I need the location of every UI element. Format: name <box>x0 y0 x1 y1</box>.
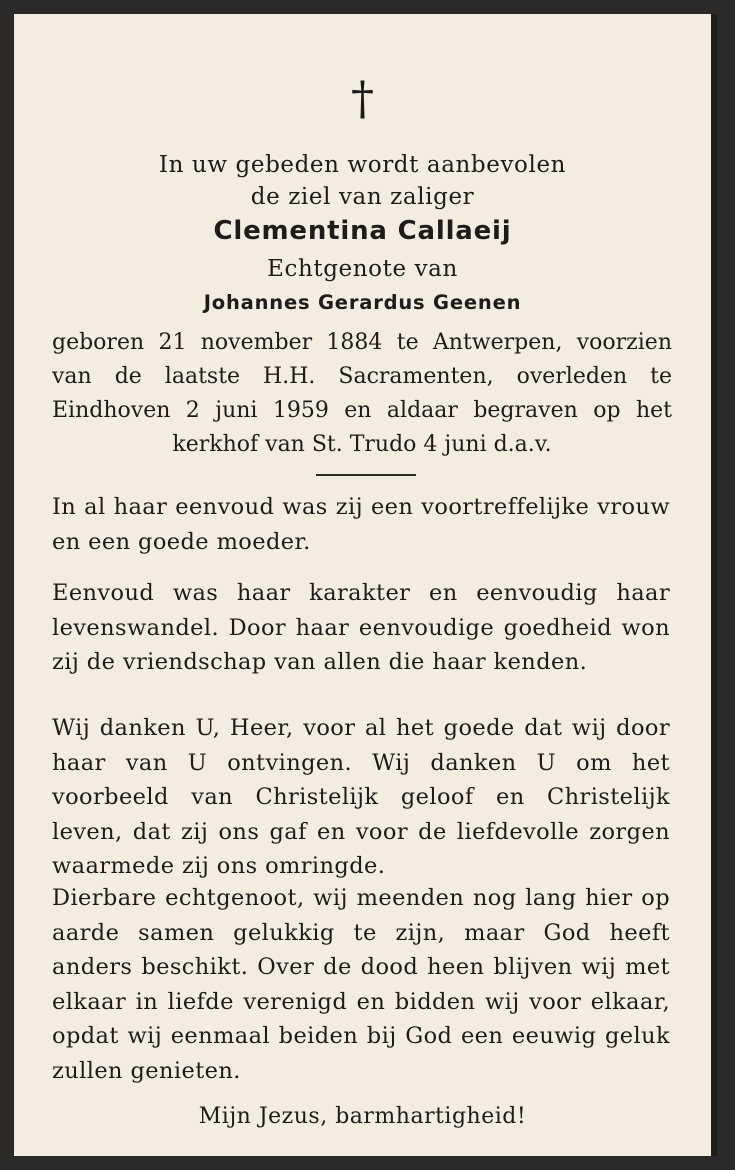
memorial-card <box>14 14 717 1156</box>
spouse-label: Echtgenote van <box>267 256 458 282</box>
paragraph-1: In al haar eenvoud was zij een voortreffelijke vrouw en een goede moeder. <box>52 494 670 555</box>
deceased-name: Clementina Callaeij <box>213 216 512 246</box>
paragraph-4: Dierbare echtgenoot, wij meenden nog lang hier op aarde samen gelukkig te zijn, maar God heeft anders beschikt. Over de dood heen blijven wij met elkaar in liefde verenigd en bidden wij voor elkaar, opdat wij eenmaal beiden bij God een eeuwig geluk zullen genieten. <box>52 885 670 1084</box>
paragraph-3: Wij danken U, Heer, voor al het goede dat wij door haar van U ontvingen. Wij danken U om het voorbeeld van Christelijk geloof en Christelijk leven, dat zij ons gaf en voor de liefdevolle zorgen waarmede zij ons omringde. <box>52 715 670 879</box>
intro-line-2: de ziel van zaliger <box>250 184 475 210</box>
spouse-name: Johannes Gerardus Geenen <box>203 291 522 314</box>
birth-death-text: geboren 21 november 1884 te Antwerpen, voorzien van de laatste H.H. Sacramenten, overleden te Eindhoven 2 juni 1959 en aldaar begraven op het kerkhof van St. Trudo 4 juni d.a.v. <box>52 330 672 457</box>
closing-prayer: Mijn Jezus, barmhartigheid! <box>198 1104 527 1129</box>
cross-icon: † <box>351 71 374 125</box>
intro-line: In uw gebeden wordt aanbevolen <box>158 152 567 178</box>
divider <box>316 474 416 476</box>
paragraph-2: Eenvoud was haar karakter en eenvoudig haar levenswandel. Door haar eenvoudige goedheid won zij de vriendschap van allen die haar kenden. <box>52 580 670 675</box>
